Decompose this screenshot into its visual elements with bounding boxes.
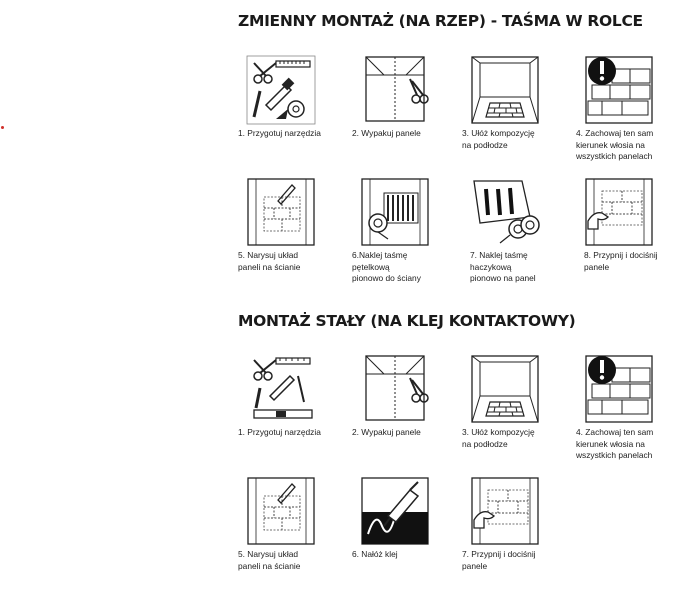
warning-direction-icon (584, 354, 654, 424)
step-label: 1. Przygotuj narzędzia (238, 128, 321, 138)
draw-layout-icon (246, 476, 316, 546)
red-dot-marker (1, 126, 4, 129)
step-label: 7. Przypnij i dociśnij panele (462, 549, 536, 571)
loop-tape-icon (360, 177, 430, 247)
warning-direction-icon (584, 55, 654, 125)
floor-layout-icon (470, 354, 540, 424)
step-label: 3. Ułóż kompozycję na podłodze (462, 128, 535, 150)
tools-icon (246, 354, 316, 424)
press-panel-icon (470, 476, 540, 546)
step-label: 3. Ułóż kompozycję na podłodze (462, 427, 535, 449)
step-label: 4. Zachowaj ten sam kierunek włosia na wszystkich panelach (576, 128, 654, 161)
section-title-permanent-mount: MONTAŻ STAŁY (NA KLEJ KONTAKTOWY) (238, 312, 576, 330)
glue-gun-icon (360, 476, 430, 546)
press-panel-icon (584, 177, 654, 247)
section-title-removable-mount: ZMIENNY MONTAŻ (NA RZEP) - TAŚMA W ROLCE (238, 12, 643, 30)
step-label: 2. Wypakuj panele (352, 128, 421, 138)
step-label: 5. Narysuj układ paneli na ścianie (238, 549, 301, 571)
unpack-box-icon (360, 354, 430, 424)
step-label: 6.Naklej taśmę pętelkową pionowo do ściany (352, 250, 421, 283)
draw-layout-icon (246, 177, 316, 247)
step-label: 7. Naklej taśmę haczykową pionowo na panel (470, 250, 536, 283)
step-label: 2. Wypakuj panele (352, 427, 421, 437)
unpack-box-icon (360, 55, 430, 125)
step-label: 1. Przygotuj narzędzia (238, 427, 321, 437)
step-label: 6. Nałóż klej (352, 549, 398, 559)
step-label: 4. Zachowaj ten sam kierunek włosia na wszystkich panelach (576, 427, 654, 460)
hook-tape-icon (470, 177, 540, 247)
floor-layout-icon (470, 55, 540, 125)
tools-icon (246, 55, 316, 125)
step-label: 8. Przypnij i dociśnij panele (584, 250, 658, 272)
step-label: 5. Narysuj układ paneli na ścianie (238, 250, 301, 272)
